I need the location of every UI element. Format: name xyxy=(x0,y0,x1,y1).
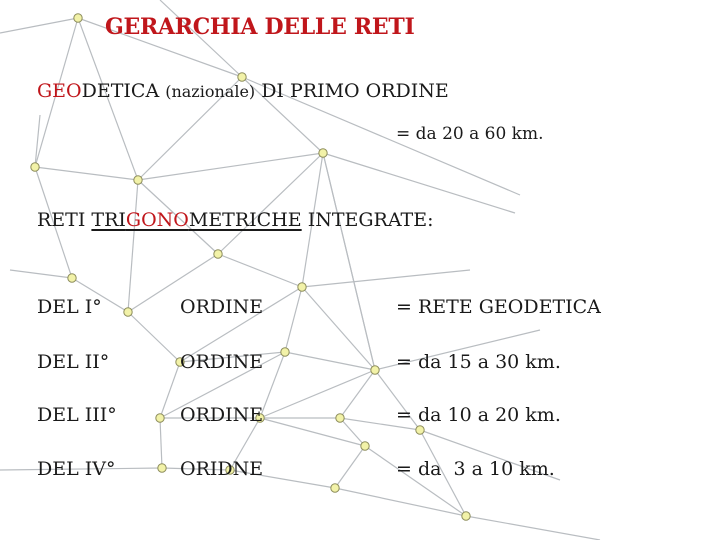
network-node xyxy=(361,442,369,450)
network-node xyxy=(31,163,39,171)
network-edge xyxy=(35,167,138,180)
network-node xyxy=(74,14,82,22)
network-edge xyxy=(323,153,515,213)
geodetic-heading xyxy=(37,80,449,102)
order-label: ORIDNE xyxy=(180,458,264,480)
network-node xyxy=(214,250,222,258)
order-row-3 xyxy=(0,404,720,432)
trig-metriche: METRICHE xyxy=(188,209,302,231)
network-edge xyxy=(128,180,138,312)
order-level: DEL IV° xyxy=(37,458,116,480)
trig-gono-red: GONO xyxy=(125,209,189,231)
order-value: = da 3 a 10 km. xyxy=(396,458,555,480)
trig-tri: TRI xyxy=(91,209,126,231)
network-edge xyxy=(0,18,78,33)
network-edge xyxy=(10,270,72,278)
network-node xyxy=(462,512,470,520)
geodetic-order: DI PRIMO ORDINE xyxy=(261,80,449,102)
trig-suffix: INTEGRATE: xyxy=(301,209,434,231)
order-row-4 xyxy=(0,458,720,486)
order-value: = da 15 a 30 km. xyxy=(396,351,561,373)
order-level: DEL III° xyxy=(37,404,117,426)
geodetic-red-prefix: GEO xyxy=(37,80,82,102)
order-level: DEL I° xyxy=(37,296,102,318)
geodetic-distance: = da 20 a 60 km. xyxy=(396,124,544,144)
order-level: DEL II° xyxy=(37,351,110,373)
network-node xyxy=(319,149,327,157)
network-edge xyxy=(138,153,323,180)
order-value: = RETE GEODETICA xyxy=(396,296,601,318)
order-row-1 xyxy=(0,296,720,324)
network-node xyxy=(134,176,142,184)
network-edge xyxy=(302,270,470,287)
geodetic-rest: DETICA xyxy=(81,80,160,102)
network-edge xyxy=(218,153,323,254)
order-label: ORDINE xyxy=(180,404,264,426)
order-label: ORDINE xyxy=(180,351,264,373)
order-label: ORDINE xyxy=(180,296,264,318)
order-row-2 xyxy=(0,351,720,379)
network-edge xyxy=(466,516,600,540)
trig-underlined xyxy=(91,209,301,231)
trig-prefix: RETI xyxy=(37,209,92,231)
network-edge xyxy=(218,254,302,287)
order-value: = da 10 a 20 km. xyxy=(396,404,561,426)
page-title: GERARCHIA DELLE RETI xyxy=(105,14,415,40)
network-node xyxy=(68,274,76,282)
network-node xyxy=(298,283,306,291)
geodetic-parenthetical: (nazionale) xyxy=(165,82,256,101)
network-edge xyxy=(323,153,375,370)
trig-heading xyxy=(37,209,433,231)
